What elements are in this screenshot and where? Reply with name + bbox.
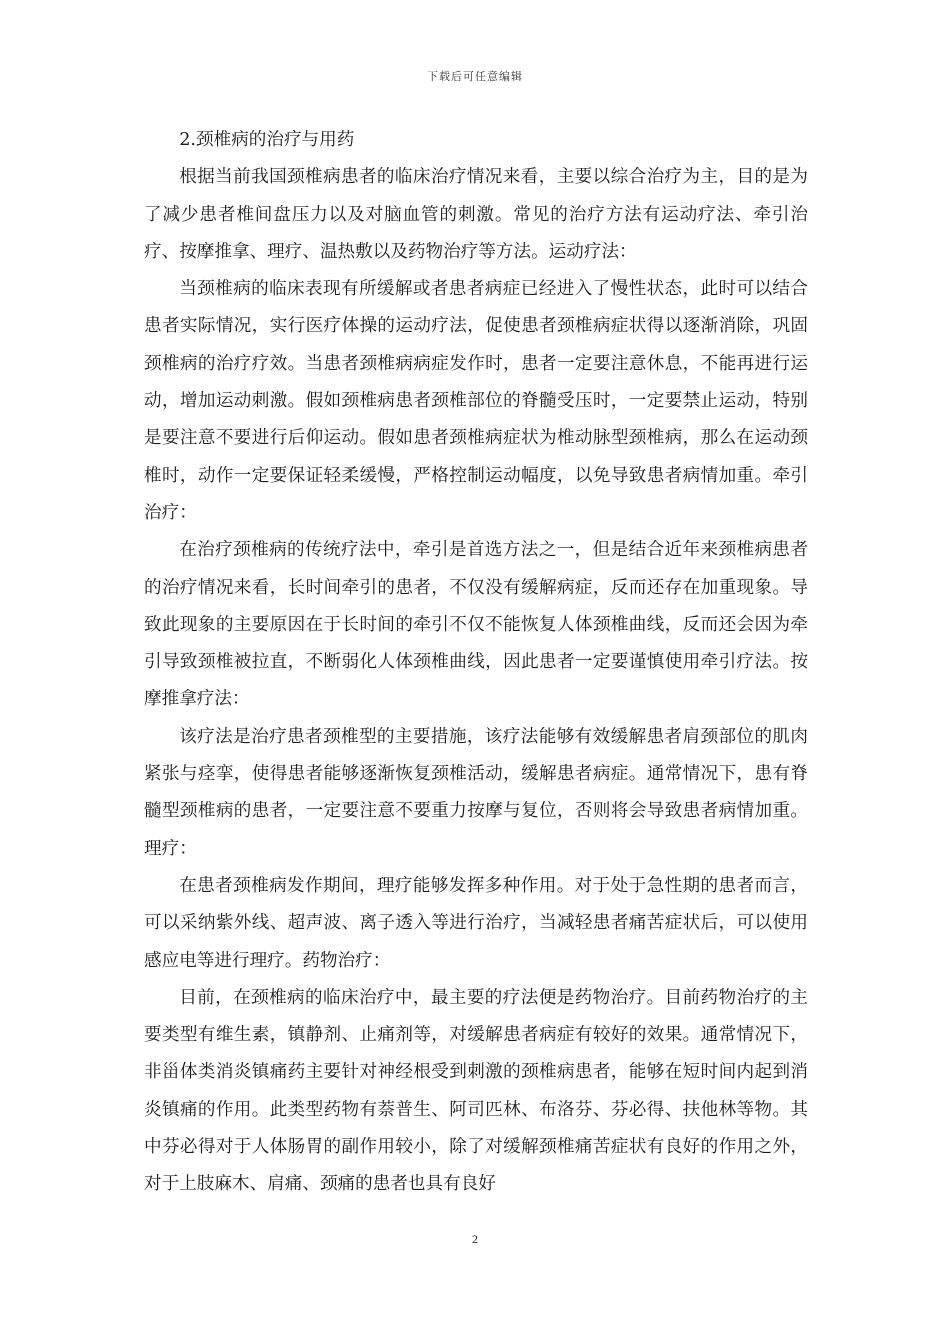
paragraph-drug-therapy: 目前，在颈椎病的临床治疗中，最主要的疗法便是药物治疗。目前药物治疗的主要类型有维生素，镇静剂、止痛剂等，对缓解患者病症有较好的效果。通常情况下，非甾体类消炎镇痛药主要针对神经根受到刺激的颈椎病患者，能够在短时间内起到消炎镇痛的作用。此类型药物有萘普生、阿司匹林、布洛芬、芬必得、扶他林等物。其中芬必得对于人体肠胃的副作用较小，除了对缓解颈椎痛苦症状有良好的作用之外，对于上肢麻木、肩痛、颈痛的患者也具有良好 bbox=[144, 987, 808, 1195]
paragraph-physiotherapy: 在患者颈椎病发作期间，理疗能够发挥多种作用。对于处于急性期的患者而言，可以采纳紫外线、超声波、离子透入等进行治疗，当减轻患者痛苦症状后，可以使用感应电等进行理疗。药物治疗： bbox=[144, 875, 808, 971]
section-heading: 2.颈椎病的治疗与用药 bbox=[179, 130, 355, 150]
paragraph-traction-therapy: 在治疗颈椎病的传统疗法中，牵引是首选方法之一，但是结合近年来颈椎病患者的治疗情况来看，长时间牵引的患者，不仅没有缓解病症，反而还存在加重现象。导致此现象的主要原因在于长时间的牵引不仅不能恢复人体颈椎曲线，反而还会因为牵引导致颈椎被拉直，不断弱化人体颈椎曲线，因此患者一定要谨慎使用牵引疗法。按摩推拿疗法： bbox=[144, 540, 808, 710]
page-header: 下载后可任意编辑 bbox=[427, 70, 523, 83]
paragraph-massage-therapy: 该疗法是治疗患者颈椎型的主要措施，该疗法能够有效缓解患者肩颈部位的肌肉紧张与痉挛，使得患者能够逐渐恢复颈椎活动，缓解患者病症。通常情况下，患有脊髓型颈椎病的患者，一定要注意不要重力按摩与复位，否则将会导致患者病情加重。理疗： bbox=[144, 726, 808, 859]
paragraph-exercise-therapy: 当颈椎病的临床表现有所缓解或者患者病症已经进入了慢性状态，此时可以结合患者实际情况，实行医疗体操的运动疗法，促使患者颈椎病症状得以逐渐消除，巩固颈椎病的治疗疗效。当患者颈椎病病症发作时，患者一定要注意休息，不能再进行运动，增加运动刺激。假如颈椎病患者颈椎部位的脊髓受压时，一定要禁止运动，特别是要注意不要进行后仰运动。假如患者颈椎病症状为椎动脉型颈椎病，那么在运动颈椎时，动作一定要保证轻柔缓慢，严格控制运动幅度，以免导致患者病情加重。牵引治疗： bbox=[144, 279, 808, 523]
paragraph-intro: 根据当前我国颈椎病患者的临床治疗情况来看，主要以综合治疗为主，目的是为了减少患者椎间盘压力以及对脑血管的刺激。常见的治疗方法有运动疗法、牵引治疗、按摩推拿、理疗、温热敷以及药物治疗等方法。运动疗法： bbox=[144, 167, 808, 262]
page-number: 2 bbox=[472, 1232, 478, 1246]
document-body bbox=[144, 122, 808, 1204]
